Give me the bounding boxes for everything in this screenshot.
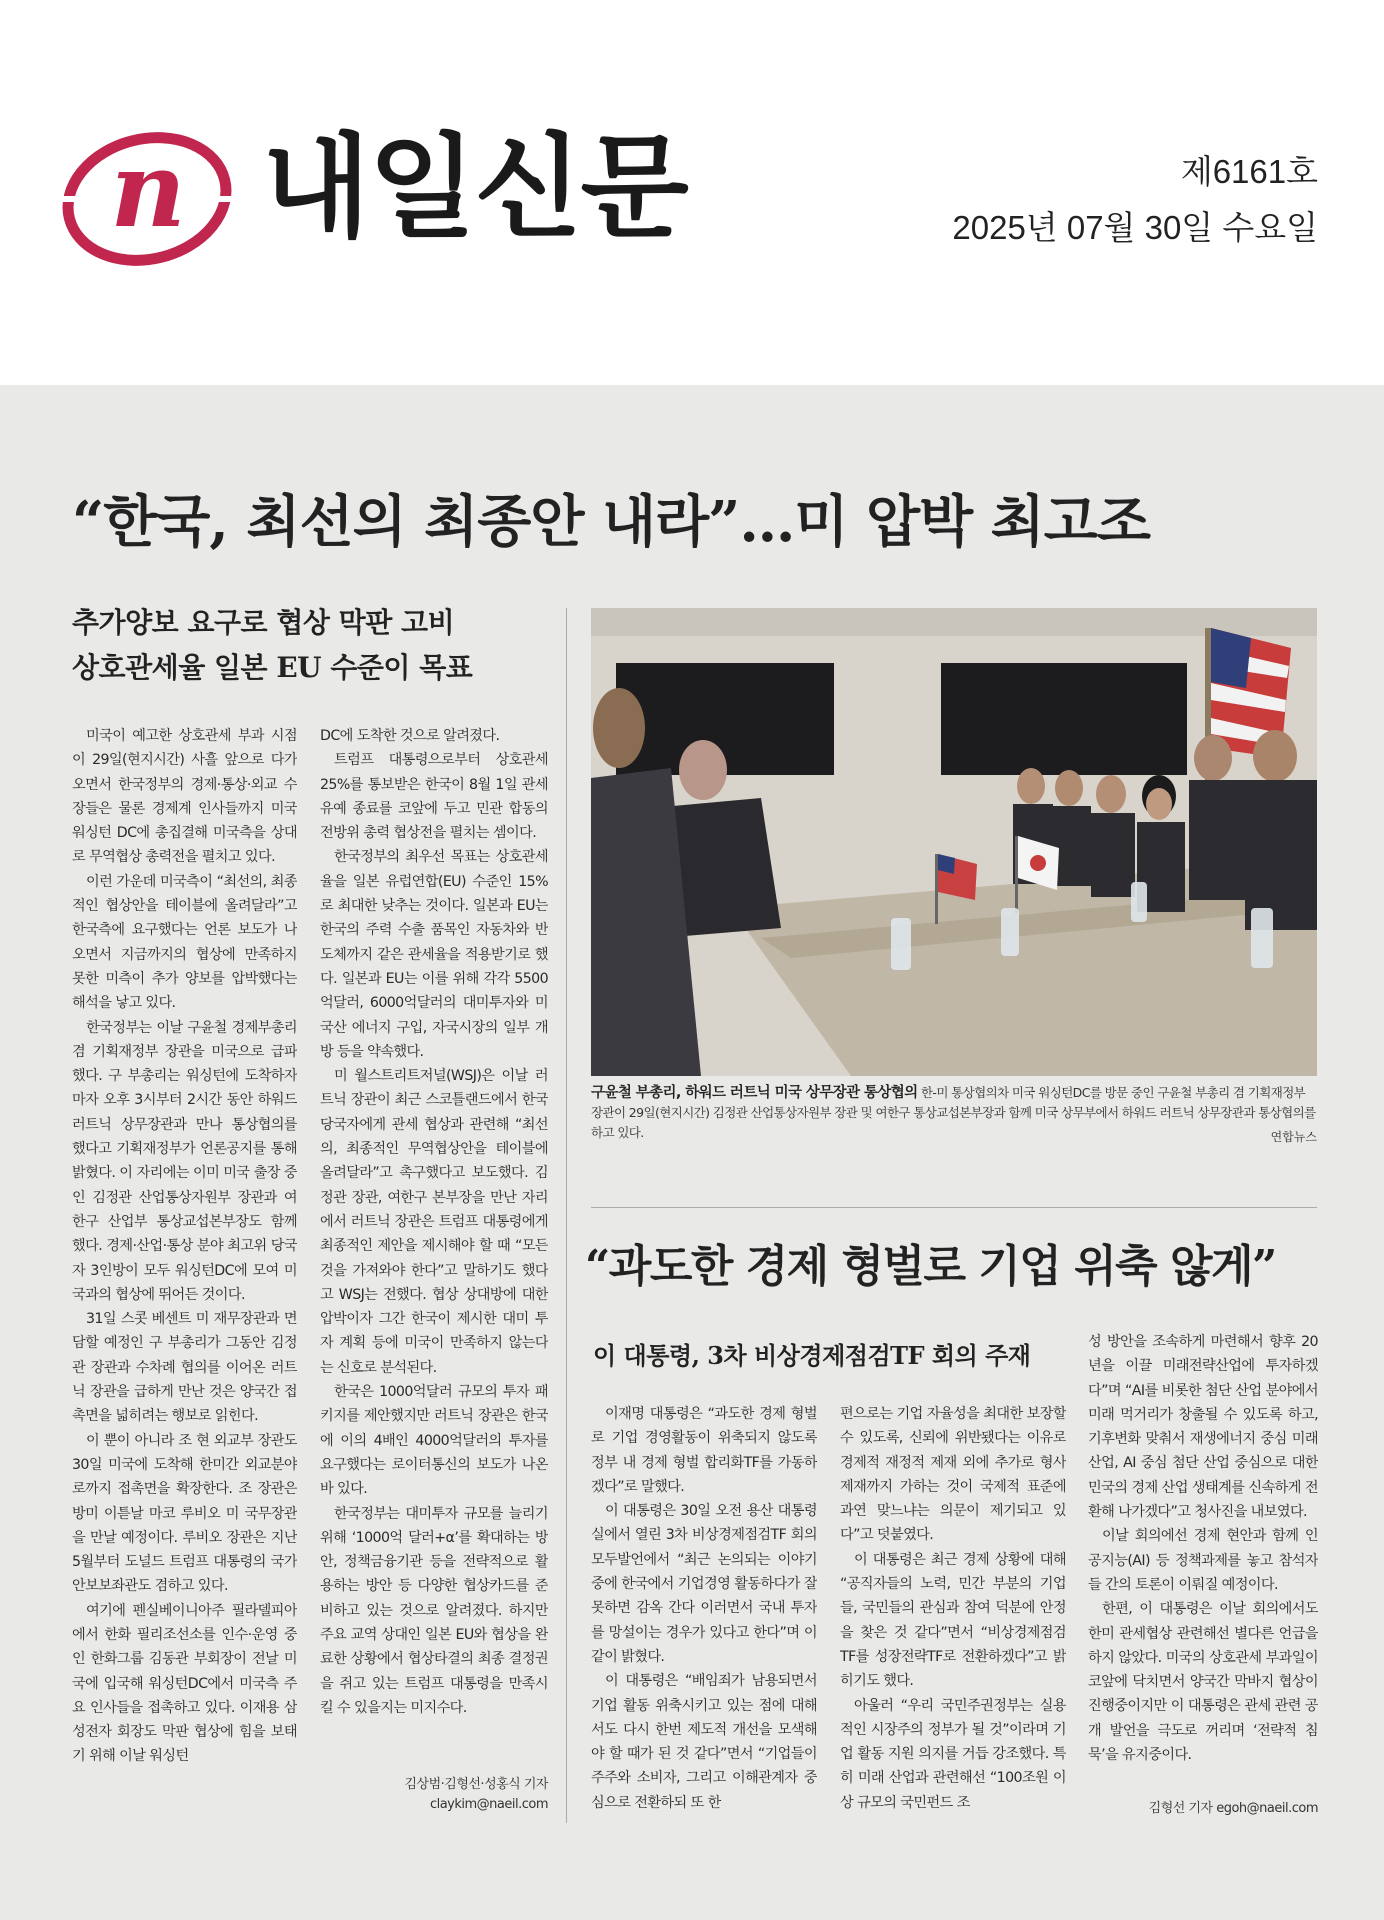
- paragraph: 성 방안을 조속하게 마련해서 향후 20년을 이끌 미래전략산업에 투자하겠다”며 “AI를 비롯한 첨단 산업 분야에서 미래 먹거리가 창출될 수 있도록 하고, 기후변화 맞춰서 재생에너지 중심 미래 산업, AI 중심 첨단 산업 중심으로 대한민국의 경제 산업 생태계를 신속하게 전환해 나가겠다”고 청사진을 내보였다.: [1088, 1334, 1318, 1521]
- article1-byline-email: claykim@naeil.com: [429, 1797, 548, 1812]
- paragraph: 이런 가운데 미국측이 “최선의, 최종적인 협상안을 테이블에 올려달라”고 한국측에 요구했다는 언론 보도가 나오면서 지금까지의 협상에 만족하지 못한 미측이 추가 양보를 압박했다는 해석을 낳고 있다.: [72, 873, 297, 1012]
- paragraph: 이재명 대통령은 “과도한 경제 형벌로 기업 경영활동이 위축되지 않도록 정부 내 경제 형벌 합리화TF를 가동하겠다”로 말했다.: [591, 1406, 817, 1495]
- tv-screen-right: [941, 663, 1187, 775]
- paragraph: 미국이 예고한 상호관세 부과 시점이 29일(현지시간) 사흘 앞으로 다가오면서 한국정부의 경제·통상·외교 수장들은 물론 경제계 인사들까지 미국 워싱턴 DC에 총집결해 미국측을 상대로 무역협상 총력전을 펼치고 있다.: [72, 728, 297, 866]
- naeil-logo-icon: [62, 126, 232, 272]
- paragraph: 아울러 “우리 국민주권정부는 실용적인 시장주의 정부가 될 것”이라며 기업 활동 지원 의지를 거듭 강조했다. 특히 미래 산업과 관련해선 “100조원 이상 규모의 국민펀드 조: [840, 1697, 1066, 1811]
- photo-caption: [591, 1083, 1317, 1143]
- column-divider: [566, 608, 567, 1823]
- paragraph: 한국정부의 최우선 목표는 상호관세율을 일본 유럽연합(EU) 수준인 15%로 최대한 낮추는 것이다. 일본과 EU는 한국의 주력 수출 품목인 자동차와 반도체까지 같은 관세율을 적용받기로 했다. 일본과 EU는 이를 위해 각각 5500억달러, 6000억달러의 대미투자와 미국산 에너지 구입, 자국시장의 일부 개방 등을 약속했다.: [320, 849, 548, 1060]
- meeting-photo-illustration: [591, 608, 1317, 1076]
- paragraph: 이 대통령은 최근 경제 상황에 대해 “공직자들의 노력, 민간 부분의 기업들, 국민들의 관심과 참여 덕분에 안정을 찾은 것 같다”면서 “비상경제점검TF를 성장전략TF로 전환하겠다”고 밝히기도 했다.: [840, 1551, 1066, 1690]
- paragraph: 한국정부는 대미투자 규모를 늘리기 위해 ‘1000억 달러+α’를 확대하는 방안, 정책금융기관 등을 전략적으로 활용하는 방안 등 다양한 협상카드를 준비하고 있는 것으로 알려졌다. 하지만 주요 교역 상대인 일본 EU와 협상을 완료한 상황에서 협상타결의 최종 결정권을 쥐고 있는 트럼프 대통령을 만족시킬 수 있을지는 미지수다.: [320, 1505, 548, 1716]
- paragraph: 이날 회의에선 경제 현안과 함께 인공지능(AI) 등 정책과제를 놓고 참석자들 간의 토론이 이뤄질 예정이다.: [1088, 1528, 1318, 1593]
- second-subhead: 이 대통령, 3차 비상경제점검TF 회의 주재: [593, 1341, 1031, 1370]
- paragraph: 편으로는 기업 자율성을 최대한 보장할 수 있도록, 신뢰에 위반됐다는 이유로 경제적 재정적 제재 외에 추가로 형사제재까지 가하는 것이 국제적 표준에 과연 맞느냐는 의문이 제기되고 있다”고 덧붙였다.: [840, 1406, 1066, 1544]
- article1-byline-names: 김상범·김형선·성홍식 기자: [404, 1777, 548, 1792]
- paragraph: 이 뿐이 아니라 조 현 외교부 장관도 30일 미국에 도착해 한미간 외교분야로까지 접촉면을 확장한다. 조 장관은 방미 이튿날 마코 루비오 미 국무장관을 만날 예정이다. 루비오 장관은 지난 5월부터 도널드 트럼프 대통령의 국가안보보좌관도 겸하고 있다.: [72, 1432, 297, 1595]
- caption-text: 한-미 통상협의차 미국 워싱턴DC를 방문 중인 구윤철 부총리 겸 기획재정부 장관이 29일(현지시간) 김정관 산업통상자원부 장관 및 여한구 통상교섭본부장과 함께 미국 상무부에서 하워드 러트닉 상무장관과 통상협의를 하고 있다.: [591, 1085, 1316, 1140]
- caption-title: 구윤철 부총리, 하워드 러트닉 미국 상무장관 통상협의: [591, 1085, 918, 1101]
- publication-date: 2025년 07월 30일 수요일: [952, 209, 1318, 246]
- logo-letter: n: [110, 128, 186, 251]
- photo-credit: 연합뉴스: [1270, 1130, 1317, 1144]
- paragraph: DC에 도착한 것으로 알려졌다.: [320, 728, 500, 744]
- article-divider: [591, 1207, 1317, 1208]
- paragraph: 트럼프 대통령으로부터 상호관세 25%를 통보받은 한국이 8월 1일 관세 유예 종료를 코앞에 두고 민관 합동의 전방위 총력 협상전을 펼치는 셈이다.: [320, 752, 548, 842]
- paragraph: 한편, 이 대통령은 이날 회의에서도 한미 관세협상 관련해선 별다른 언급을 하지 않았다. 미국의 상호관세 부과일이 코앞에 닥치면서 양국간 막바지 협상이 진행중이지만 이 대통령은 관세 관련 공개 발언을 극도로 꺼리며 ‘전략적 침묵’을 유지중이다.: [1088, 1601, 1318, 1764]
- article2-column-2: [840, 1402, 1066, 1818]
- paragraph: 이 대통령은 30일 오전 용산 대통령실에서 열린 3차 비상경제점검TF 회의 모두발언에서 “최근 논의되는 이야기 중에 한국에서 기업경영 활동하다가 잘못하면 감옥 간다 이러면서 국내 투자를 망설이는 경우가 있다고 한다”며 이같이 밝혔다.: [591, 1503, 817, 1665]
- newspaper-name: 내일신문: [262, 123, 687, 253]
- article2-byline: 김형선 기자 egoh@naeil.com: [1148, 1801, 1318, 1816]
- article1-column-1: [72, 724, 297, 1812]
- subhead-line-2: 상호관세율 일본 EU 수준이 목표: [72, 651, 473, 684]
- paragraph: 이 대통령은 “배임죄가 남용되면서 기업 활동 위축시키고 있는 점에 대해서도 다시 한번 제도적 개선을 모색해야 할 때가 된 것 같다”면서 “기업들이 주주와 소비자, 그리고 이해관계자 중심으로 전환하되 또 한: [591, 1673, 817, 1811]
- article2-column-3: [1088, 1330, 1318, 1794]
- news-photo: [591, 608, 1317, 1076]
- paragraph: 미 월스트리트저널(WSJ)은 이날 러트닉 장관이 최근 스코틀랜드에서 한국 당국자에게 관세 협상과 관련해 “최선의, 최종적인 무역협상안을 테이블에 올려달라”고 촉구했다고 보도했다. 김정관 장관, 여한구 본부장을 만난 자리에서 러트닉 장관은 트럼프 대통령에게 최종적인 제안을 제시해야 할 때 “모든 것을 가져와야 한다”고 말하기도 했다고 WSJ는 전했다. 협상 상대방에 대한 압박이자 그간 한국이 제시한 대미 투자 계획 등에 미국이 만족하지 않는다는 신호로 분석된다.: [320, 1068, 548, 1376]
- paragraph: 여기에 펜실베이니아주 필라델피아에서 한화 필리조선소를 인수·운영 중인 한화그룹 김동관 부회장이 전날 미국에 입국해 워싱턴DC에서 미국측 주요 인사들을 접촉하고 있다. 이재용 삼성전자 회장도 막판 협상에 힘을 보태기 위해 이날 워싱턴: [72, 1602, 297, 1765]
- issue-number: 제6161호: [1180, 153, 1318, 190]
- paragraph: 한국은 1000억달러 규모의 투자 패키지를 제안했지만 러트닉 장관은 한국에 이의 4배인 4000억달러의 투자를 요구했다는 로이터통신의 보도가 나온 바 있다.: [320, 1384, 548, 1498]
- article2-column-1: [591, 1402, 817, 1818]
- subhead-line-1: 추가양보 요구로 협상 막판 고비: [72, 606, 455, 639]
- article1-column-2: [320, 724, 548, 1770]
- masthead: [0, 0, 1384, 385]
- paragraph: 한국정부는 이날 구윤철 경제부총리 겸 기획재정부 장관을 미국으로 급파했다. 구 부총리는 워싱턴에 도착하자마자 오후 3시부터 2시간 동안 하워드 러트닉 상무장관과 만나 통상협의를 했다고 기획재정부가 언론공지를 통해 밝혔다. 이 자리에는 이미 미국 출장 중인 김정관 산업통상자원부 장관과 여한구 산업부 통상교섭본부장도 함께 했다. 경제·산업·통상 분야 최고위 당국자 3인방이 모두 워싱턴DC에 모여 미국과의 협상에 뛰어든 것이다.: [72, 1019, 297, 1303]
- main-headline: “한국, 최선의 최종안 내라”…미 압박 최고조: [72, 489, 1150, 555]
- paragraph: 31일 스콧 베센트 미 재무장관과 면담할 예정인 구 부총리가 그동안 김정관 장관과 수차례 협의를 이어온 러트닉 장관을 급하게 만난 것은 양국간 접촉면을 넓히려는 행보로 읽힌다.: [72, 1311, 297, 1425]
- second-headline: “과도한 경제 형벌로 기업 위축 않게”: [585, 1241, 1276, 1292]
